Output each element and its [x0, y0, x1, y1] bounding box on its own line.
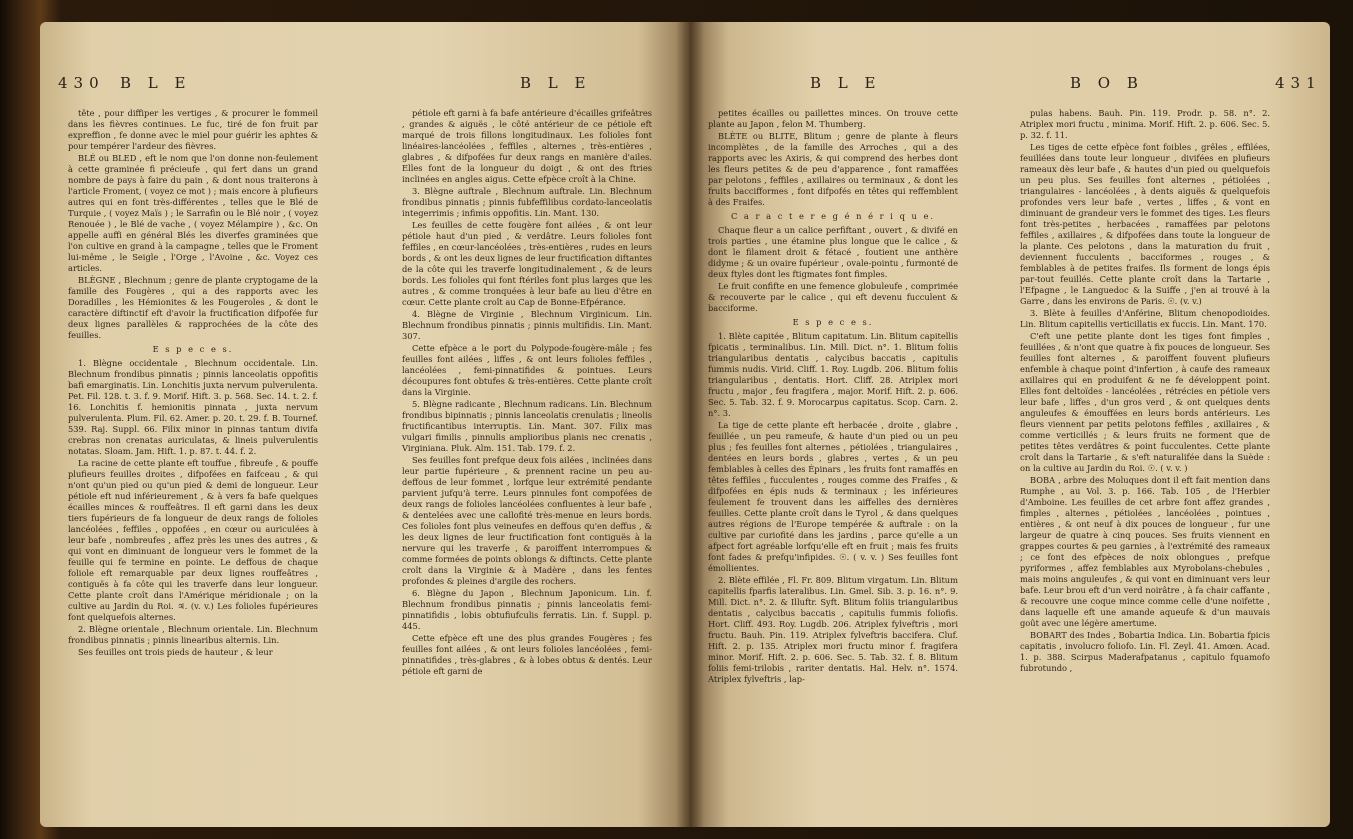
- paragraph: pétiole eft garni à fa bafe antérieure d'écailles grifeâtres , grandes & aiguës , le côté antérieur de ce pétiole eft marqué de trois fillons longitudinaux. Les folioles font linéaires-lancéolées , feffiles , alternes , très-entières , glabres , & difpofées fur deux rangs en manière d'ailes. Elles font de la longueur du doigt , & ont des ftries inclinées en angles aigus. Cette efpèce croît à la Chine.: [402, 108, 652, 184]
- running-head-center-word: B L E: [810, 74, 882, 92]
- section-heading: C a r a c t e r e g é n é r i q u e.: [730, 211, 936, 221]
- page-number-right: 431: [1275, 74, 1322, 92]
- paragraph: Chaque fleur a un calice perfiftant , ouvert , & divifé en trois parties , une étamine plus longue que le calice , & dont le filament droit & fétacé , foutient une anthère didyme ; & un ovaire fupérieur , ovale-pointu , furmonté de deux ftyles dont les ftigmates font fimples.: [708, 225, 958, 279]
- right-running-head: [690, 74, 1330, 98]
- paragraph: tête , pour diffiper les vertiges , & procurer le fommeil dans les fièvres continues. Le fuc, tiré de fon fruit par expreffion , fe donne avec le miel pour guérir les aphtes & pour tempérer l'ardeur des fièvres.: [68, 108, 318, 151]
- left-page: [40, 22, 690, 827]
- paragraph: Les tiges de cette efpèce font foibles , grêles , effilées, feuillées dans toute leur longueur , divifées en plufieurs rameaux dès leur bafe , & hautes d'un pied ou quelquefois un peu plus. Ses feuilles font alternes , pétiolées , triangulaires - lancéolées , à dents aiguës & quelquefois profondes vers leur bafe , vertes , liffes , & vont en diminuant de grandeur vers le fommet des tiges. Les fleurs font très-petites , herbacées , ramaffées par pelotons feffiles , axillaires , & difpofées dans toute la longueur de la plante. Ces pelotons , dans la maturation du fruit , deviennent fucculents , bacciformes , rouges , & femblables à de petites fraifes. Ils forment de longs épis par-tout feuillés. Cette plante croît dans la Tartarie , l'Efpagne , le Languedoc & la Suiffe , j'en ai trouvé à la Garre , dans les environs de Paris. ☉. (v. v.): [1020, 142, 1270, 306]
- paragraph: 4. Blègne de Virginie , Blechnum Virginicum. Lin. Blechnum frondibus pinnatis ; pinnis multifidis. Lin. Mant. 307.: [402, 309, 652, 341]
- paragraph: 2. Blègne orientale , Blechnum orientale. Lin. Blechnum frondibus pinnatis ; pinnis linearibus alternis. Lin.: [68, 624, 318, 645]
- paragraph: 6. Blègne du Japon , Blechnum Japonicum. Lin. f. Blechnum frondibus pinnatis ; pinnis lanceolatis femi-pinnatifidis , lobis obtufiufculis ferratis. Lin. f. Suppl. p. 445.: [402, 588, 652, 631]
- book-gutter: [676, 22, 704, 827]
- left-column-1: [68, 108, 318, 659]
- paragraph: 5. Blègne radicante , Blechnum radicans. Lin. Blechnum frondibus bipinnatis ; pinnis lanceolatis crenulatis ; lineolis fructificantibus interruptis. Lin. Mant. 307. Filix mas vulgari fimilis , pinnulis amplioribus planis nec crenatis , Virginiana. Pluk. Alm. 151. Tab. 179. f. 2.: [402, 399, 652, 453]
- paragraph: petites écailles ou paillettes minces. On trouve cette plante au Japon , felon M. Thumberg.: [708, 108, 958, 129]
- paragraph: Cette efpèce eft une des plus grandes Fougères ; fes feuilles font ailées , & ont leurs folioles lancéolées , femi-pinnatifides , très-glabres , & à lobes obtus & dentés. Leur pétiole eft garni de: [402, 633, 652, 676]
- left-column-2: [402, 108, 652, 678]
- paragraph: BOBART des Indes , Bobartia Indica. Lin. Bobartia fpicis capitatis , involucro foliofo. Lin. Fl. Zeyl. 41. Amœn. Acad. 1. p. 388. Scirpus Maderafpatanus , capitulo fquamofo fubrotundo ,: [1020, 630, 1270, 673]
- paragraph: Les feuilles de cette fougère font ailées , & ont leur pétiole haut d'un pied , & verdâtre. Leurs folioles font feffiles , en cœur-lancéolées , très-entières , rudes en leurs bords , & ont les deux lignes de leur fructification diftantes de la côte qui les traverfe longitudinalement , & de leurs bords. Les folioles qui font ftériles font plus larges que les autres , & comme tronquées à leur bafe au lieu d'être en cœur. Cette plante croît au Cap de Bonne-Efpérance.: [402, 220, 652, 307]
- paragraph: 1. Blègne occidentale , Blechnum occidentale. Lin. Blechnum frondibus pinnatis ; pinnis lanceolatis oppofitis bafi emarginatis. Lin. Lonchitis juxta nervum pulverulenta. Pet. Fil. 128. t. 3. f. 9. Morif. Hift. 3. p. 568. Sec. 14. t. 2. f. 16. Lonchitis f. hemionitis pinnata , juxta nervum pulverulenta. Plum. Fil. 62. Amer. p. 20. t. 29. f. B. Tournef. 539. Raj. Suppl. 66. Filix minor in pinnas tantum divifa crebras non crenatas auriculatas, & lineis pulverulentis notatas. Sloam. Jam. Hift. 1. p. 87. t. 44. f. 2.: [68, 358, 318, 456]
- section-heading: E s p e c e s.: [792, 317, 874, 327]
- paragraph: Cette efpèce a le port du Polypode-fougère-mâle ; fes feuilles font ailées , liffes , & ont leurs folioles feffiles , lancéolées , femi-pinnatifides & pointues. Leurs découpures font obtufes & très-entières. Cette plante croît dans la Virginie.: [402, 343, 652, 397]
- paragraph: BLÉ ou BLED , eft le nom que l'on donne non-feulement à cette graminée fi précieufe , qui fert dans un grand nombre de pays à faire du pain , & dont nous traiterons à l'article Froment, ( voyez ce mot ) ; mais encore à plufieurs autres qui en font très-différentes , telles que le Blé de Turquie , ( voyez Maïs ) ; le Sarrafin ou le Blé noir , ( voyez Renouée ) , le Blé de vache , ( voyez Mélampire ) , &c. On appelle auffi en général Blés les diverfes graminées que l'on cultive en grand à la campagne , telles que le Froment lui-même , le Seigle , l'Orge , l'Avoine , &c. Voyez ces articles.: [68, 153, 318, 273]
- paragraph: 3. Blègne auftrale , Blechnum auftrale. Lin. Blechnum frondibus pinnatis ; pinnis fubfeffilibus cordato-lanceolatis integerrimis ; infimis oppofitis. Lin. Mant. 130.: [402, 186, 652, 218]
- paragraph: BLÈTE ou BLITE, Blitum ; genre de plante à fleurs incomplètes , de la famille des Arroches , qui a des rapports avec les Axiris, & qui comprend des herbes dont les fleurs petites & de peu d'apparence , font ramaffées par pelotons , feffiles , axillaires ou terminaux , & dont les fruits baccifformes , font difpofés en têtes qui reffemblent à des Fraifes.: [708, 131, 958, 207]
- paragraph: La racine de cette plante eft touffue , fibreufe , & pouffe plufieurs feuilles droites , difpofées en faifceau , & qui n'ont qu'un pied ou qu'un pied & demi de longueur. Leur pétiole eft nud inférieurement , & à vers fa bafe quelques écailles minces & rouffeâtres. Il eft garni dans les deux tiers fupérieurs de fa longueur de deux rangs de folioles lancéolées , feffiles , oppofées , en cœur ou auriculées à leur bafe , nombreufes , affez près les unes des autres , & qui vont en diminuant de longueur vers le fommet de la feuille qui fe termine en pointe. Le deffous de chaque foliole eft remarquable par deux lignes rouffeâtres , contiguës à fa côte qui les traverfe dans leur longueur. Cette plante croît dans l'Amérique méridionale ; on la cultive au Jardin du Roi. ♃. (v. v.) Les folioles fupérieures font quelquefois alternes.: [68, 458, 318, 622]
- paragraph: 3. Blète à feuilles d'Anférine, Blitum chenopodioides. Lin. Blitum capitellis verticillatis ex fuccis. Lin. Mant. 170.: [1020, 308, 1270, 329]
- right-column-1: [708, 108, 958, 686]
- paragraph: BLÈGNE , Blechnum ; genre de plante cryptogame de la famille des Fougères , qui a des rapports avec les Doradilles , les Hémionites & les Fougeroles , & dont le caractère diftinctif eft d'avoir la fructification difpofée fur deux lignes parallèles & rapprochées de la côte des feuilles.: [68, 275, 318, 340]
- paragraph: La tige de cette plante eft herbacée , droite , glabre , feuillée , un peu rameufe, & haute d'un pied ou un peu plus ; fes feuilles font alternes , pétiolées , triangulaires , dentées en leurs bords , glabres , vertes , & un peu femblables à celles des Épinars , les fruits font ramaffés en têtes feffiles , fucculentes , rouges comme des Fraifes , & difpofées en épis nuds & terminaux ; les inférieures feulement fe trouvent dans les aiffelles des dernières feuilles. Cette plante croît dans le Tyrol , & dans quelques autres régions de l'Europe tempérée & auftrale : on la cultive par curiofité dans les jardins , parce qu'elle a un afpect fort agréable lorfqu'elle eft en fruit ; mais fes fruits font fades & prefqu'infipides. ☉. ( v. v. ) Ses feuilles font émollientes.: [708, 420, 958, 573]
- right-page: [690, 22, 1330, 827]
- paragraph: C'eft une petite plante dont les tiges font fimples , feuillées , & n'ont que quatre à fix pouces de longueur. Ses feuilles font alternes , & paroiffent fouvent plufieurs enfemble à chaque point d'infertion , à caufe des rameaux axillaires qui en produifent & ne fe développent point. Elles font deltoïdes - lancéolées , rétrécies en pétiole vers leur bafe , liffes , d'un gros verd , & ont quelques dents anguleufes & émouffées en leurs bords antérieurs. Les fleurs viennent par petits pelotons feffiles , axillaires , & comme verticillés ; & leurs fruits ne forment que de petites têtes verdâtres & point fucculentes. Cette plante croît dans la Tartarie , & s'eft naturalifée dans la Suède : on la cultive au Jardin du Roi. ☉. ( v. v. ): [1020, 331, 1270, 473]
- left-running-head: [40, 74, 690, 98]
- running-head-left-word: B L E: [120, 74, 192, 92]
- paragraph: BOBA , arbre des Moluques dont il eft fait mention dans Rumphe , au Vol. 3. p. 166. Tab. 105 , de l'Herbier d'Amboine. Les feuilles de cet arbre font affez grandes , fimples , alternes , pétiolées , lancéolées , pointues , entières , & ont neuf à dix pouces de longueur , fur une largeur de quatre à cinq pouces. Ses fruits viennent en grappes courtes & peu garnies , à l'extrémité des rameaux ; ce font des efpèces de noix oblongues , prefque pyriformes , affez femblables aux Myrobolans-chebules , mais moins anguleufes , & qui vont en diminuant vers leur bafe. Leur brou eft d'un verd noirâtre , à fa chair caffante , & recouvre une coque mince comme celle d'une noifette , dans laquelle eft une amande aqueufe & d'un mauvais goût avec une légère amertume.: [1020, 475, 1270, 628]
- running-head-center-word: B L E: [520, 74, 592, 92]
- paragraph: 2. Blète effilée , Fl. Fr. 809. Blitum virgatum. Lin. Blitum capitellis fparfis lateralibus. Lin. Gmel. Sib. 3. p. 16. n°. 9. Mill. Dict. n°. 2. & Illuftr. Syft. Blitum foliis triangularibus dentatis , calycibus baccatis , capitulis fummis foliofis. Hort. Cliff. 493. Roy. Lugdb. 206. Atriplex fylveftris , mori fructu. Bauh. Pin. 119. Atriplex fylveftris baccifera. Cluf. Hift. 2. p. 135. Atriplex mori fructu minor f. fragifera minor. Morif. Hift. 2. p. 606. Sec. 5. Tab. 32. f. 8. Blitum foliis femi-trilobis , rariter dentatis. Hal. Helv. n°. 1574. Atriplex fylveftris , lap-: [708, 575, 958, 684]
- page-number-left: 430: [58, 74, 105, 92]
- paragraph: Ses feuilles ont trois pieds de hauteur , & leur: [78, 647, 273, 657]
- paragraph: 1. Blète capitée , Blitum capitatum. Lin. Blitum capitellis fpicatis , terminalibus. Lin. Mill. Dict. n°. 1. Blitum foliis triangularibus dentatis , calycibus baccatis , capitulis fummis nudis. Virid. Cliff. 1. Roy. Lugdb. 206. Blitum foliis triangularibus , dentatis. Hort. Cliff. 28. Atriplex mori fructu , major , feu fragifera , major. Morif. Hift. 2. p. 606. Sec. 5. Tab. 32. f. 9. Morocarpus capitatus. Scop. Carn. 2. n°. 3.: [708, 331, 958, 418]
- paragraph: pulas habens. Bauh. Pin. 119. Prodr. p. 58. n°. 2. Atriplex mori fructu , minima. Morif. Hift. 2. p. 606. Sec. 5. p. 32. f. 11.: [1020, 108, 1270, 140]
- paragraph: Ses feuilles font prefque deux fois ailées , inclinées dans leur partie fupérieure , & prennent racine un peu au-deffous de leur fommet , lorfque leur extrémité pendante parvient jufqu'à terre. Leurs pinnules font compofées de deux rangs de folioles lancéolées confluentes à leur bafe , & dentelées avec une callofité très-menue en leurs bords. Ces folioles font plus veineufes en deffous qu'en deffus , & les deux lignes de leur fructification font contiguës à la nervure qui les traverfe , & paroiffent interrompues & comme formées de points oblongs & diftincts. Cette plante croît dans la Virginie & à Madère , dans les fentes profondes & pleines d'argile des rochers.: [402, 455, 652, 586]
- right-column-2: [1020, 108, 1270, 675]
- paragraph: Le fruit confifte en une femence globuleufe , comprimée & recouverte par le calice , qui eft devenu fucculent & bacciforme.: [708, 281, 958, 313]
- running-head-right-word: B O B: [1070, 74, 1144, 92]
- section-heading: E s p e c e s.: [152, 344, 234, 354]
